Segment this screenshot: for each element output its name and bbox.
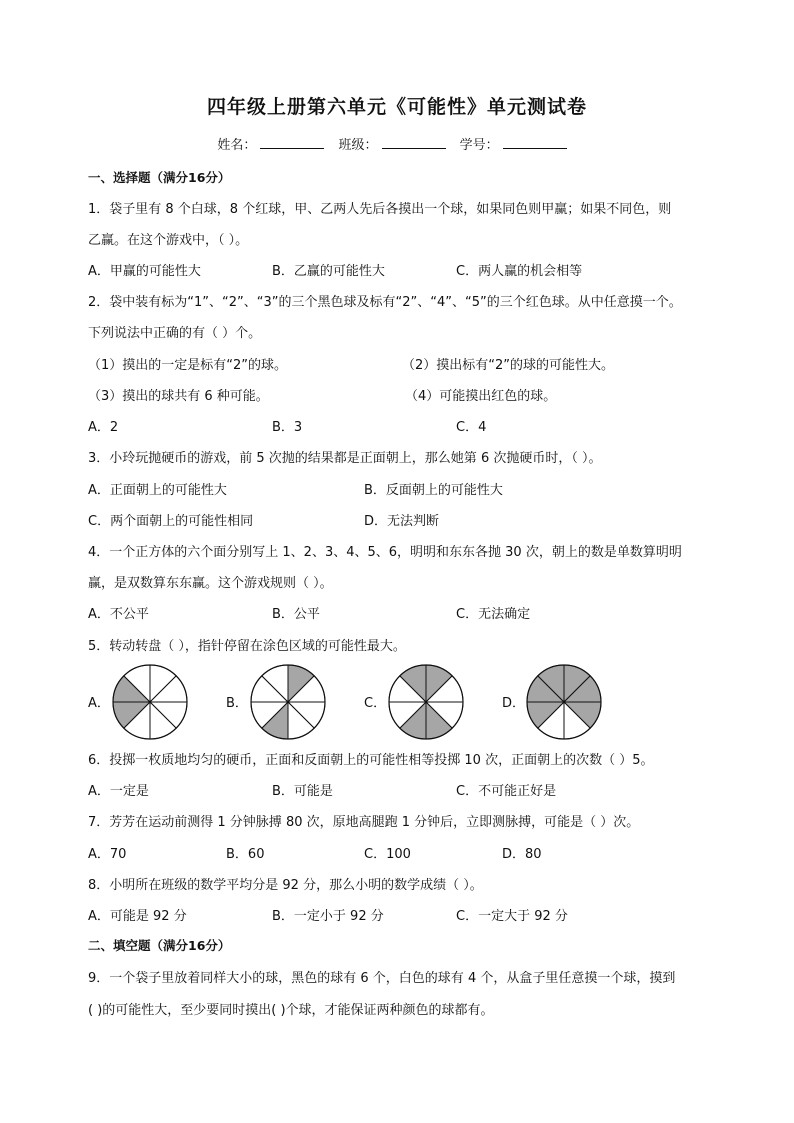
q4-option-a: A．不公平 — [88, 607, 149, 622]
q7-option-d: D．80 — [502, 847, 542, 862]
name-label: 姓名： — [217, 138, 257, 153]
q6-option-c: C．不可能正好是 — [456, 784, 557, 799]
q5-option-a-label: A． — [88, 696, 110, 711]
q5-option-b-label: B． — [226, 696, 248, 711]
question-9-line-1: 9．一个袋子里放着同样大小的球，黑色的球有 6 个，白色的球有 4 个，从盒子里任意摸一个球，摸到 — [88, 971, 676, 986]
q2-option-a: A．2 — [88, 420, 119, 435]
spinner-c — [386, 662, 466, 742]
q4-option-c: C．无法确定 — [456, 607, 531, 622]
q1-option-b: B．乙赢的可能性大 — [272, 264, 385, 279]
q2-option-b: B．3 — [272, 420, 303, 435]
section-heading-fill: 二、填空题（满分16分） — [88, 938, 231, 953]
q2-statement-2: （2）摸出标有“2”的球的可能性大。 — [402, 358, 615, 373]
question-5-line-1: 5．转动转盘（ ），指针停留在涂色区域的可能性最大。 — [88, 639, 406, 654]
q7-option-a: A．70 — [88, 847, 127, 862]
id-blank[interactable] — [503, 136, 567, 149]
q3-option-c: C．两个面朝上的可能性相同 — [88, 514, 254, 529]
question-4-line-1: 4．一个正方体的六个面分别写上 1、2、3、4、5、6，明明和东东各抛 30 次，朝上的数是单数算明明 — [88, 545, 682, 560]
q5-option-d-label: D． — [502, 696, 526, 711]
question-4-line-2: 赢，是双数算东东赢。这个游戏规则（ ）。 — [88, 576, 333, 591]
question-8-line-1: 8．小明所在班级的数学平均分是 92 分，那么小明的数学成绩（ ）。 — [88, 878, 483, 893]
q7-option-c: C．100 — [364, 847, 411, 862]
class-blank[interactable] — [382, 136, 446, 149]
q3-option-a: A．正面朝上的可能性大 — [88, 483, 227, 498]
spinner-d — [524, 662, 604, 742]
question-3-line-1: 3．小玲玩抛硬币的游戏，前 5 次抛的结果都是正面朝上，那么她第 6 次抛硬币时，（ ）。 — [88, 451, 602, 466]
name-blank[interactable] — [260, 136, 324, 149]
student-info — [0, 134, 794, 153]
spinner-a — [110, 662, 190, 742]
q6-option-b: B．可能是 — [272, 784, 333, 799]
q5-option-c-label: C． — [364, 696, 387, 711]
question-9-line-2: ( )的可能性大，至少要同时摸出( )个球，才能保证两种颜色的球都有。 — [88, 1003, 494, 1018]
q8-option-b: B．一定小于 92 分 — [272, 909, 384, 924]
q3-option-b: B．反面朝上的可能性大 — [364, 483, 503, 498]
q2-option-c: C．4 — [456, 420, 487, 435]
q3-option-d: D．无法判断 — [364, 514, 440, 529]
question-1-line-2: 乙赢。在这个游戏中，（ ）。 — [88, 233, 249, 248]
page-title: 四年级上册第六单元《可能性》单元测试卷 — [206, 96, 587, 118]
class-label: 班级： — [338, 138, 378, 153]
question-1-line-1: 1．袋子里有 8 个白球，8 个红球，甲、乙两人先后各摸出一个球，如果同色则甲赢；如果不同色，则 — [88, 202, 672, 217]
section-heading-choice: 一、选择题（满分16分） — [88, 170, 231, 185]
q1-option-a: A．甲赢的可能性大 — [88, 264, 201, 279]
q1-option-c: C．两人赢的机会相等 — [456, 264, 583, 279]
spinner-b — [248, 662, 328, 742]
q8-option-a: A．可能是 92 分 — [88, 909, 187, 924]
q8-option-c: C．一定大于 92 分 — [456, 909, 568, 924]
question-2-line-2: 下列说法中正确的有（ ）个。 — [88, 326, 262, 341]
question-6-line-1: 6．投掷一枚质地均匀的硬币，正面和反面朝上的可能性相等投掷 10 次，正面朝上的次数（ ）5。 — [88, 753, 654, 768]
question-7-line-1: 7．芳芳在运动前测得 1 分钟脉搏 80 次，原地高腿跑 1 分钟后，立即测脉搏，可能是（ ）次。 — [88, 815, 640, 830]
q2-statement-3: （3）摸出的球共有 6 种可能。 — [88, 389, 269, 404]
id-label: 学号： — [459, 138, 499, 153]
q6-option-a: A．一定是 — [88, 784, 149, 799]
q7-option-b: B．60 — [226, 847, 265, 862]
q2-statement-4: （4）可能摸出红色的球。 — [405, 389, 557, 404]
q2-statement-1: （1）摸出的一定是标有“2”的球。 — [88, 358, 288, 373]
question-2-line-1: 2．袋中装有标为“1”、“2”、“3”的三个黑色球及标有“2”、“4”、“5”的三个红色球。从中任意摸一个。 — [88, 295, 682, 310]
q4-option-b: B．公平 — [272, 607, 320, 622]
